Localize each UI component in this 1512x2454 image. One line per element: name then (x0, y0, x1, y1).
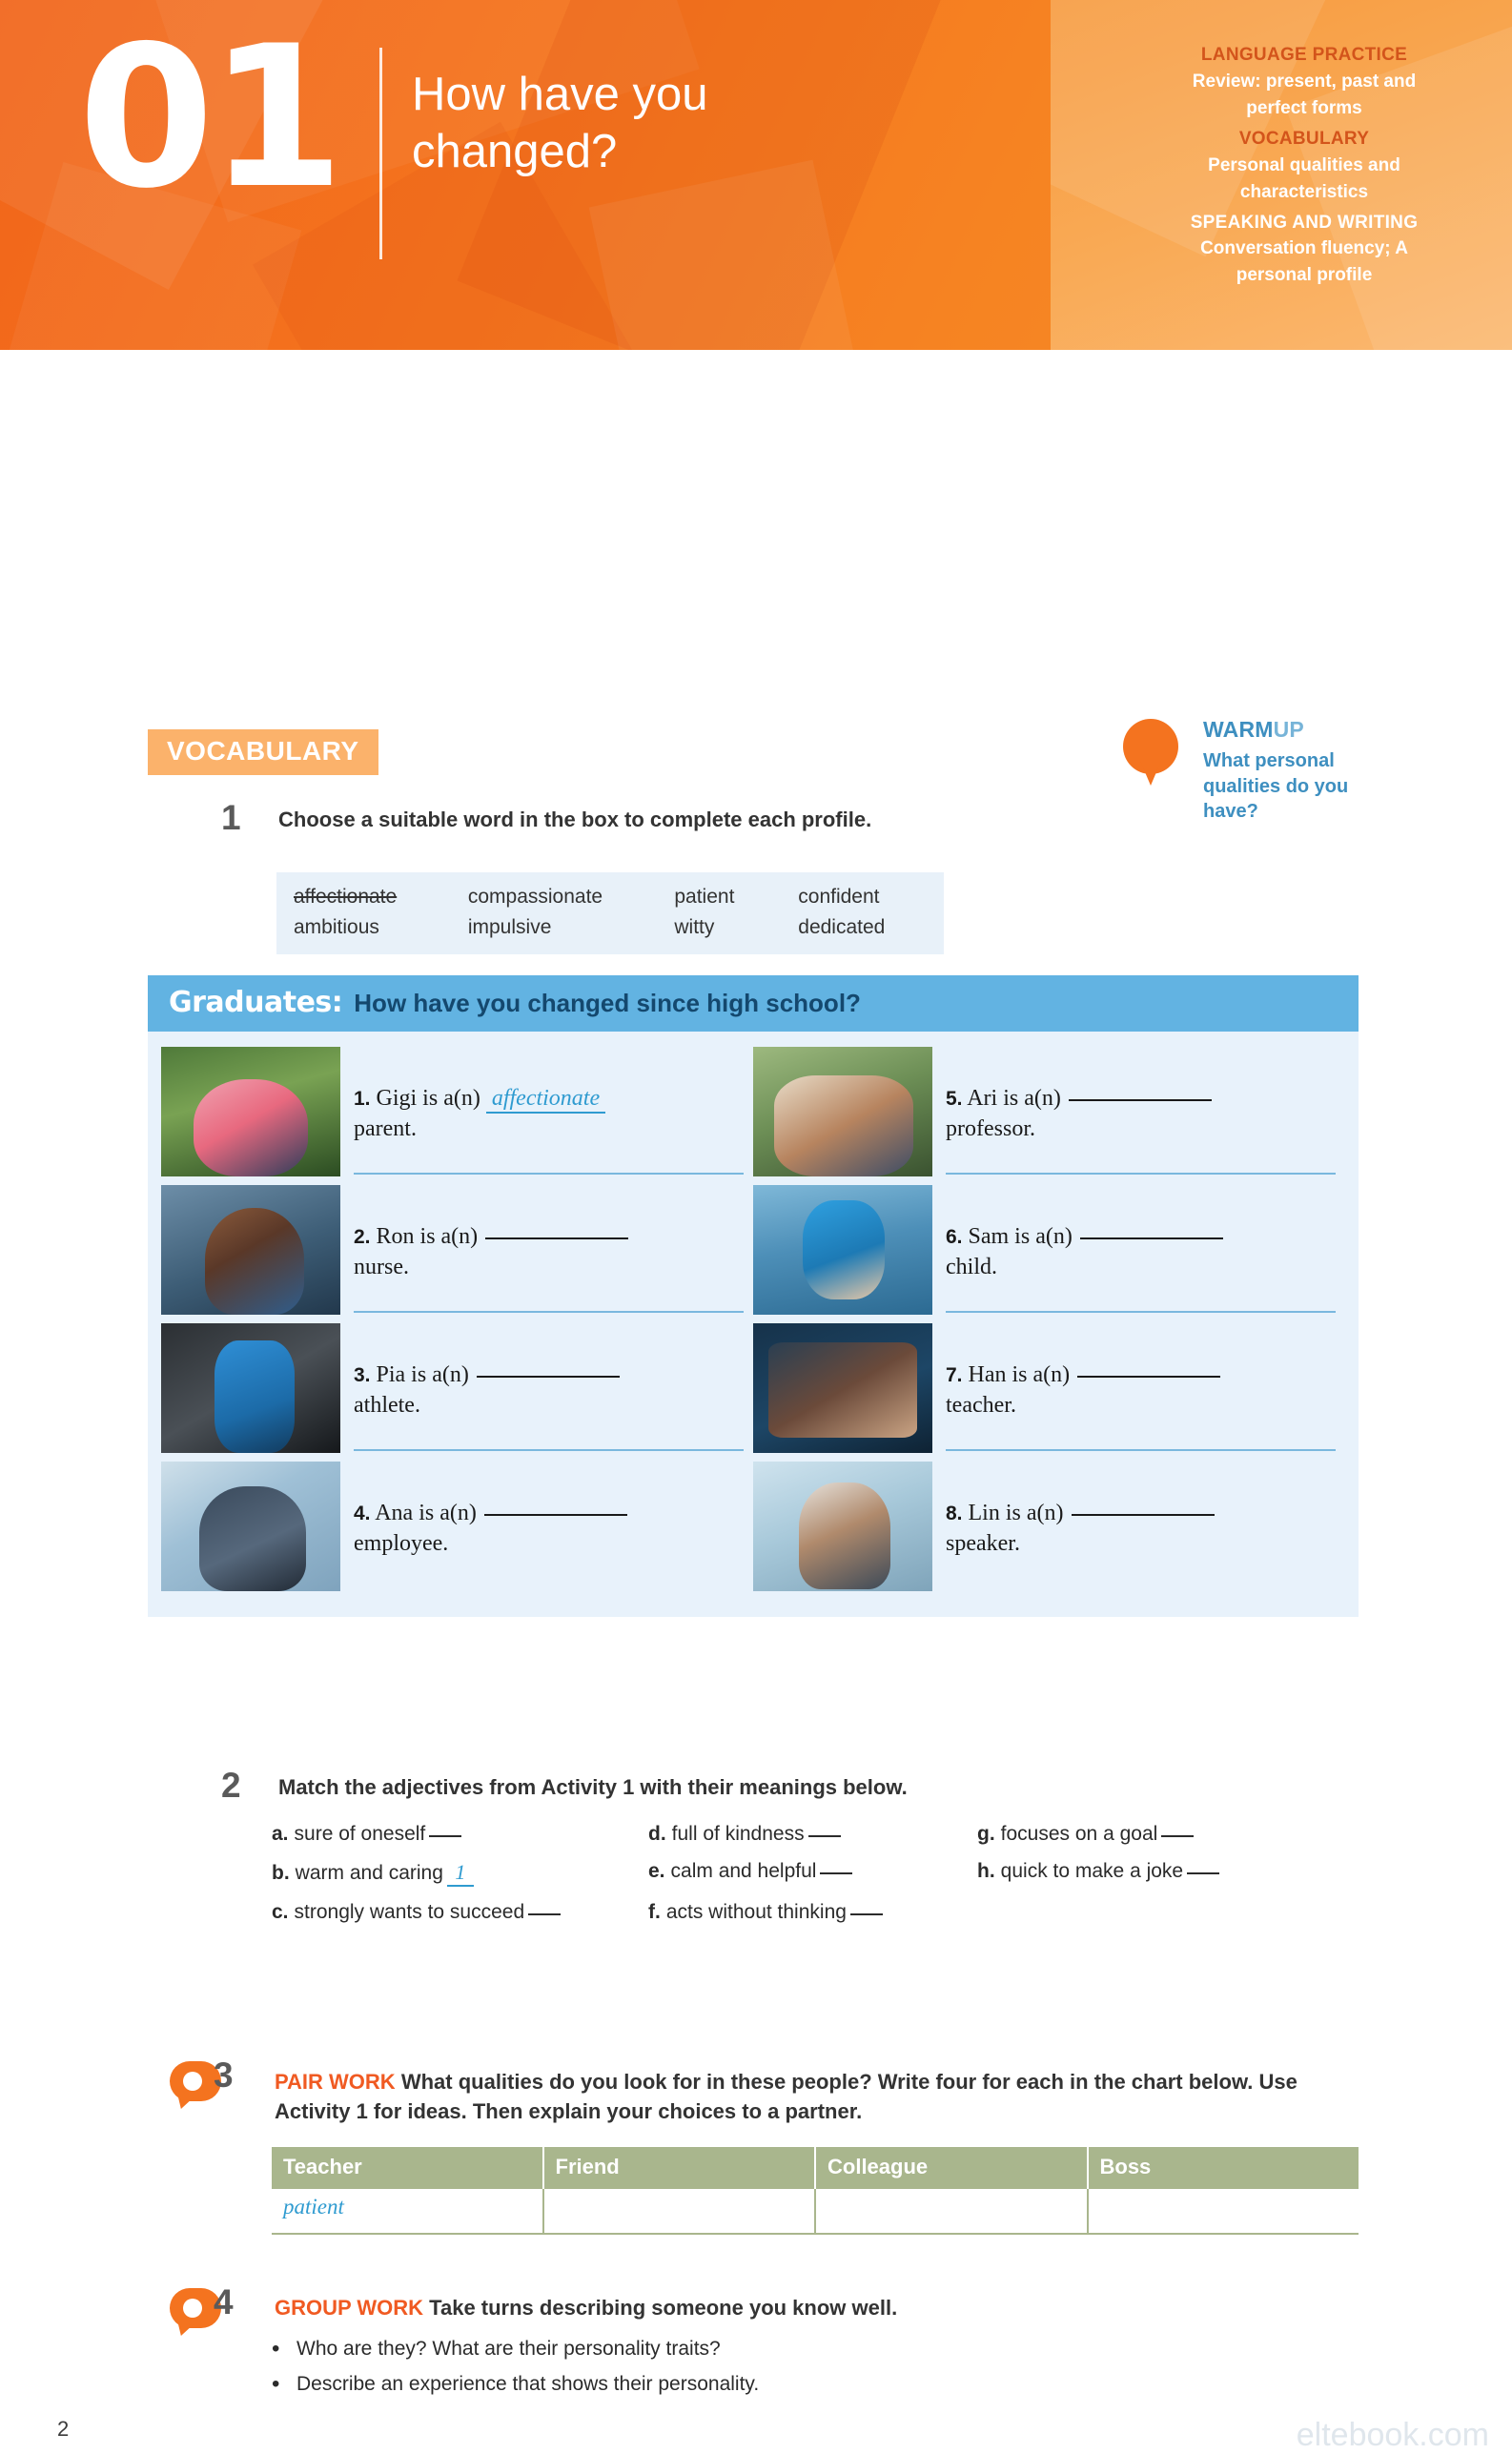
match-answer-blank[interactable] (808, 1835, 841, 1837)
warmup-text: What personal qualities do you have? (1203, 750, 1349, 823)
match-item-h (977, 1860, 1292, 1887)
word-bank-item[interactable]: compassionate (467, 886, 603, 908)
activity-2-items (272, 1823, 1368, 1938)
word-bank-item[interactable]: impulsive (467, 916, 552, 938)
chapter-number: 01 (78, 5, 339, 232)
profile-text-pre: Lin is a(n) (968, 1501, 1064, 1525)
meta-block-vocabulary (1161, 126, 1447, 206)
meta-block-language-practice (1161, 42, 1447, 122)
word-bank-item[interactable]: affectionate (294, 886, 398, 908)
activity-2-number: 2 (221, 1766, 241, 1805)
match-answer-blank[interactable] (1161, 1835, 1194, 1837)
match-item-d (648, 1823, 977, 1846)
profile-item-4 (161, 1462, 753, 1591)
chart-column-friend: Friend (544, 2147, 817, 2189)
profile-text-post: child. (946, 1255, 997, 1280)
section-tag-vocabulary: VOCABULARY (148, 729, 378, 775)
header-divider (379, 48, 382, 259)
chart-body-row (272, 2189, 1359, 2235)
match-letter: c. (272, 1901, 289, 1923)
chart-header-row (272, 2147, 1359, 2189)
match-answer[interactable]: 1 (447, 1860, 474, 1887)
match-text: sure of oneself (294, 1823, 426, 1845)
profile-number: 1. (354, 1088, 371, 1110)
warmup-title-light: UP (1273, 717, 1304, 742)
photo-ron-nurse (161, 1185, 340, 1315)
profile-text-pre: Ari is a(n) (967, 1086, 1061, 1111)
answer-rule[interactable] (354, 1173, 744, 1175)
profile-item-6 (753, 1185, 1345, 1315)
profile-item-3 (161, 1323, 753, 1453)
word-bank-row (294, 886, 927, 909)
graduates-column-left (161, 1047, 753, 1600)
word-bank-item[interactable]: witty (674, 916, 715, 938)
profile-item-5 (753, 1047, 1345, 1176)
photo-ari-students (753, 1047, 932, 1176)
photo-sam-water (753, 1185, 932, 1315)
match-answer-blank[interactable] (850, 1913, 883, 1915)
activity-3-instruction: What qualities do you look for in these people? Write four for each in the chart below. Use Activity 1 for ideas. Then explain your choices to a partner. (275, 2070, 1297, 2124)
profile-answer-blank[interactable] (1077, 1376, 1220, 1378)
match-text: focuses on a goal (1000, 1823, 1158, 1845)
match-letter: b. (272, 1862, 290, 1884)
match-item-e (648, 1860, 977, 1887)
profile-text-post: teacher. (946, 1393, 1016, 1419)
match-letter: e. (648, 1860, 665, 1882)
word-bank-item[interactable]: confident (798, 886, 880, 908)
match-answer-blank[interactable] (1187, 1872, 1219, 1874)
profile-number: 5. (946, 1088, 963, 1110)
profile-answer-blank[interactable] (1069, 1099, 1212, 1101)
profile-text-pre: Pia is a(n) (376, 1362, 469, 1387)
profile-item-8 (753, 1462, 1345, 1591)
profile-text-pre: Sam is a(n) (968, 1224, 1073, 1249)
profile-text-post: parent. (354, 1116, 417, 1142)
match-row (272, 1860, 1368, 1887)
match-item-f (648, 1901, 977, 1924)
activity-1-instruction: Choose a suitable word in the box to complete each profile. (278, 808, 872, 831)
match-item-b (272, 1860, 648, 1887)
photo-han-tutoring (753, 1323, 932, 1453)
profile-number: 2. (354, 1226, 371, 1248)
match-letter: a. (272, 1823, 289, 1845)
meta-label: SPEAKING AND WRITING (1190, 212, 1419, 233)
match-item-g (977, 1823, 1292, 1846)
graduates-header (148, 975, 1359, 1032)
profile-number: 4. (354, 1503, 371, 1524)
bullet-item: • Who are they? What are their personality traits? (272, 2338, 1320, 2361)
activity-3-number: 3 (214, 2055, 234, 2095)
match-letter: d. (648, 1823, 666, 1845)
profile-answer-blank[interactable] (484, 1514, 627, 1516)
activity-4-tag: GROUP WORK (275, 2296, 424, 2320)
profile-answer-blank[interactable] (1080, 1237, 1223, 1239)
match-answer-blank[interactable] (528, 1913, 561, 1915)
photo-gigi-hugging (161, 1047, 340, 1176)
match-text: acts without thinking (665, 1901, 847, 1923)
match-letter: h. (977, 1860, 995, 1882)
speech-bubble-icon (170, 2055, 238, 2107)
match-text: quick to make a joke (1000, 1860, 1184, 1882)
profile-text-pre: Ana is a(n) (375, 1501, 477, 1525)
profile-text-post: professor. (946, 1116, 1035, 1142)
watermark: eltebook.com (1296, 2417, 1489, 2453)
profile-text-post: athlete. (354, 1393, 420, 1419)
profile-answer-blank[interactable] (477, 1376, 620, 1378)
answer-rule[interactable] (354, 1311, 744, 1313)
match-item-c (272, 1901, 648, 1924)
activity-4-instruction: Take turns describing someone you know well. (429, 2296, 898, 2320)
profile-text-post: nurse. (354, 1255, 409, 1280)
chart-cell-colleague[interactable] (816, 2189, 1089, 2235)
match-text: strongly wants to succeed (294, 1901, 525, 1923)
match-answer-blank[interactable] (820, 1872, 852, 1874)
activity-2-instruction: Match the adjectives from Activity 1 with their meanings below. (278, 1775, 908, 1799)
profile-text-pre: Han is a(n) (968, 1362, 1071, 1387)
profile-item-7 (753, 1323, 1345, 1453)
answer-rule[interactable] (354, 1449, 744, 1451)
profile-answer-blank[interactable] (485, 1237, 628, 1239)
chart-column-teacher: Teacher (272, 2147, 544, 2189)
chart-cell-friend[interactable] (544, 2189, 817, 2235)
word-bank-row (294, 916, 927, 939)
word-bank (276, 872, 944, 954)
map-pin-icon (1123, 719, 1178, 786)
meta-text: Personal qualities and characteristics (1208, 154, 1400, 202)
profile-number: 6. (946, 1226, 963, 1248)
graduates-column-right (753, 1047, 1345, 1600)
meta-text: Conversation fluency; A personal profile (1200, 238, 1408, 286)
word-bank-item[interactable]: ambitious (294, 916, 379, 938)
profile-answer-blank[interactable] (1072, 1514, 1215, 1516)
graduates-body (148, 1032, 1359, 1617)
speech-bubble-icon (170, 2282, 238, 2334)
chart-column-colleague: Colleague (816, 2147, 1089, 2189)
chapter-header (0, 0, 1512, 350)
match-row (272, 1901, 1368, 1924)
meta-label: LANGUAGE PRACTICE (1200, 45, 1408, 65)
match-answer-blank[interactable] (429, 1835, 461, 1837)
profile-number: 3. (354, 1364, 371, 1386)
meta-label: VOCABULARY (1238, 128, 1370, 149)
warmup-title-bold: WARM (1203, 717, 1274, 742)
match-text: warm and caring (295, 1862, 443, 1884)
qualities-chart (272, 2147, 1359, 2235)
photo-pia-runner (161, 1323, 340, 1453)
graduates-label: Graduates: (169, 986, 343, 1019)
activity-4-bullets (272, 2338, 1320, 2408)
match-text: calm and helpful (670, 1860, 817, 1882)
word-bank-item[interactable]: patient (674, 886, 735, 908)
profile-item-2 (161, 1185, 753, 1315)
activity-1-number: 1 (221, 798, 241, 837)
profile-text-pre: Ron is a(n) (376, 1224, 479, 1249)
profile-text-post: employee. (354, 1531, 449, 1557)
chapter-title: How have you changed? (412, 69, 708, 177)
activity-3-tag: PAIR WORK (275, 2070, 396, 2094)
photo-lin-presenting (753, 1462, 932, 1591)
bullet-item: • Describe an experience that shows their personality. (272, 2373, 1320, 2396)
page-number: 2 (57, 2417, 70, 2441)
match-letter: g. (977, 1823, 995, 1845)
profile-text-pre: Gigi is a(n) (376, 1086, 480, 1111)
answer-rule[interactable] (946, 1311, 1336, 1313)
meta-text: Review: present, past and perfect forms (1192, 71, 1417, 118)
activity-4-number: 4 (214, 2282, 234, 2321)
chart-cell-teacher[interactable]: patient (272, 2189, 544, 2235)
match-letter: f. (648, 1901, 661, 1923)
answer-rule[interactable] (946, 1173, 1336, 1175)
word-bank-item[interactable]: dedicated (798, 916, 886, 938)
profile-answer[interactable]: affectionate (486, 1086, 605, 1114)
profile-item-1 (161, 1047, 753, 1176)
profile-number: 8. (946, 1503, 963, 1524)
answer-rule[interactable] (946, 1449, 1336, 1451)
chart-column-boss: Boss (1099, 2155, 1152, 2178)
match-text: full of kindness (671, 1823, 805, 1845)
warmup-title (1203, 717, 1304, 743)
profile-text-post: speaker. (946, 1531, 1020, 1557)
chart-cell-boss[interactable] (1089, 2189, 1359, 2235)
match-item-a (272, 1823, 648, 1846)
meta-block-speaking-writing (1161, 210, 1447, 290)
photo-ana-office (161, 1462, 340, 1591)
profile-number: 7. (946, 1364, 963, 1386)
graduates-panel (148, 975, 1359, 1617)
header-meta-list (1161, 42, 1447, 293)
graduates-question: How have you changed since high school? (354, 989, 861, 1017)
match-row (272, 1823, 1368, 1846)
